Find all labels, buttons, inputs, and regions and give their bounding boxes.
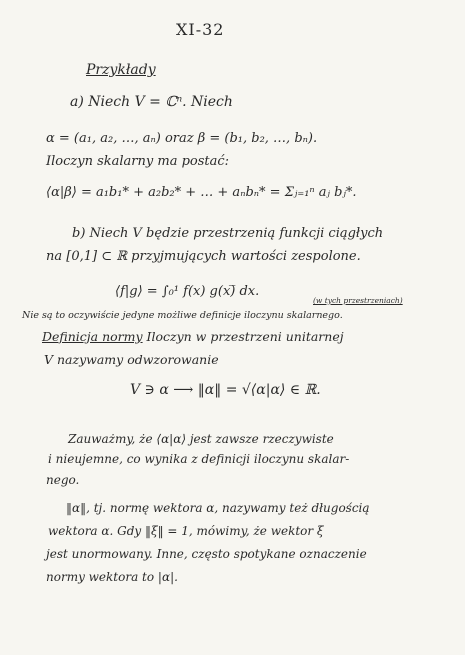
observation-line-1: Zauważmy, że ⟨α|α⟩ jest zawsze rzeczywiste [68,432,334,446]
norm-definition-text: Iloczyn w przestrzeni unitarnej [142,329,344,344]
vector-definitions: α = (a₁, a₂, …, aₙ) oraz β = (b₁, b₂, …, bₙ). [46,131,318,146]
observation-line-2: i nieujemne, co wynika z definicji iloczynu skalar- [48,452,350,466]
length-line-4: normy wektora to |α|. [46,570,178,584]
inner-product-formula: ⟨α|β⟩ = a₁b₁* + a₂b₂* + … + aₙbₙ* = Σⱼ₌₁ⁿ aⱼ bⱼ*. [46,185,357,200]
observation-line-3: nego. [46,473,80,487]
length-line-2: wektora α. Gdy ‖ξ‖ = 1, mówimy, że wektor ξ [48,524,324,538]
length-line-3: jest unormowany. Inne, często spotykane oznaczenie [46,547,367,561]
remark-line: Nie są to oczywiście jedyne możliwe definicje iloczynu skalarnego. [22,310,343,321]
length-line-1: ‖α‖, tj. normę wektora α, nazywamy też długością [66,501,370,515]
norm-definition-continued: V nazywamy odwzorowanie [44,352,219,367]
norm-definition-heading: Definicja normy [42,329,143,344]
norm-definition-line [42,329,344,345]
margin-note: (w tych przestrzeniach) [313,296,403,305]
page-number: XI-32 [176,20,225,39]
integral-inner-product-formula: ⟨f|g⟩ = ∫₀¹ f(x) g(x)̅ dx. [115,284,260,299]
function-space-description: na [0,1] ⊂ ℝ przyjmujących wartości zespolone. [46,249,361,264]
inner-product-form-label: Iloczyn skalarny ma postać: [46,154,230,169]
section-title: Przykłady [86,62,156,78]
norm-formula: V ∋ α ⟶ ‖α‖ = √⟨α|α⟩ ∈ ℝ. [130,382,321,398]
example-a-intro: a) Niech V = ℂⁿ. Niech [70,94,233,110]
example-b-intro: b) Niech V będzie przestrzenią funkcji ciągłych [72,226,384,241]
